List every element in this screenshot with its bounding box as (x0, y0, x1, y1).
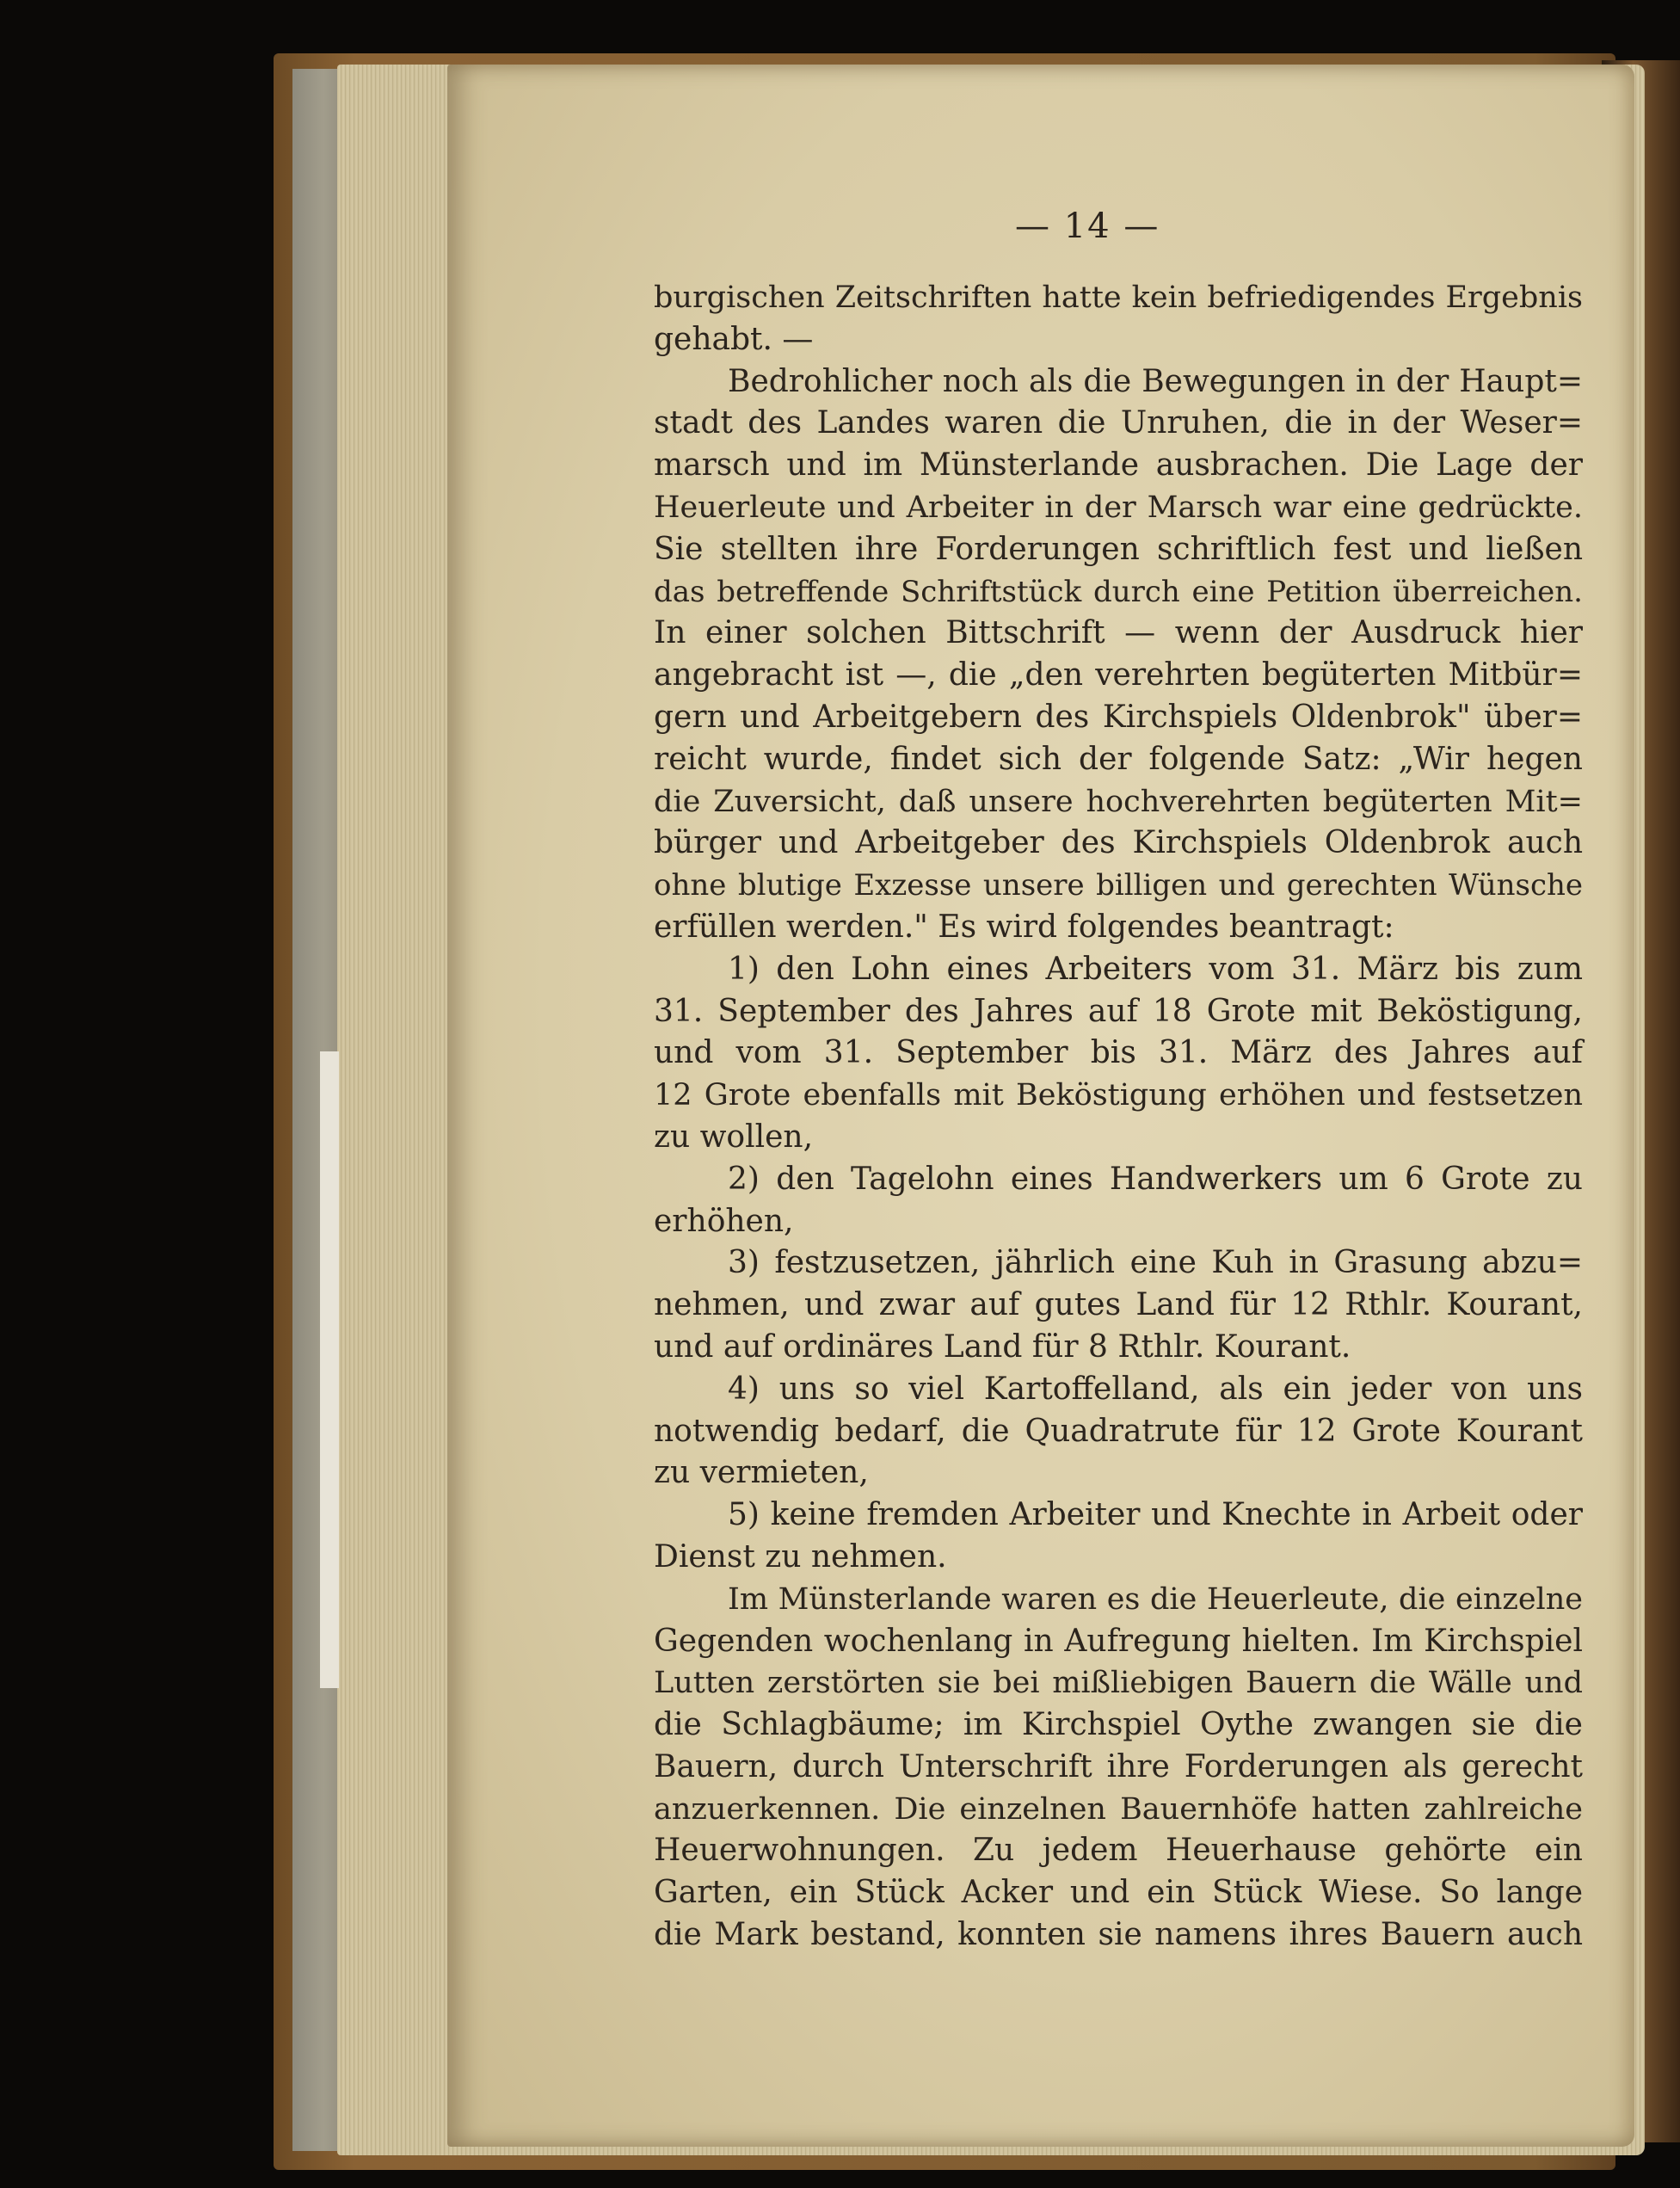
text-line: und vom 31. September bis 31. März des Jahres auf (654, 1035, 1583, 1071)
text-line: gehabt. — (654, 321, 814, 357)
text-line: Heuerwohnungen. Zu jedem Heuerhause gehörte ein (654, 1833, 1583, 1869)
text-line: Gegenden wochenlang in Aufregung hielten. Im Kirchspiel (654, 1623, 1583, 1659)
text-line: 4) uns so viel Kartoffelland, als ein jeder von uns (728, 1371, 1583, 1407)
text-line: Lutten zerstörten sie bei mißliebigen Bauern die Wälle und (654, 1666, 1583, 1701)
page-number: — 14 — (1015, 206, 1160, 246)
text-line: 1) den Lohn eines Arbeiters vom 31. März bis zum (728, 951, 1583, 987)
text-line: erfüllen werden." Es wird folgendes beantragt: (654, 909, 1394, 945)
body-text (654, 277, 1583, 1957)
text-line: Bauern, durch Unterschrift ihre Forderungen als gerecht (654, 1748, 1583, 1784)
text-line: marsch und im Münsterlande ausbrachen. Die Lage der (654, 447, 1583, 484)
text-line: zu wollen, (654, 1119, 814, 1155)
text-line: ohne blutige Exzesse unsere billigen und gerechten Wünsche (654, 868, 1583, 903)
text-line: burgischen Zeitschriften hatte kein befriedigendes Ergebnis (654, 280, 1583, 315)
text-line: 3) festzusetzen, jährlich eine Kuh in Grasung abzu= (728, 1245, 1583, 1281)
text-line: die Mark bestand, konnten sie namens ihres Bauern auch (654, 1917, 1583, 1953)
text-line: Im Münsterlande waren es die Heuerleute, die einzelne (728, 1581, 1583, 1617)
text-line: 12 Grote ebenfalls mit Beköstigung erhöhen und festsetzen (654, 1078, 1583, 1113)
text-line: Dienst zu nehmen. (654, 1538, 947, 1575)
text-line: und auf ordinäres Land für 8 Rthlr. Kourant. (654, 1328, 1351, 1365)
text-line: die Schlagbäume; im Kirchspiel Oythe zwangen sie die (654, 1707, 1583, 1743)
text-line: Sie stellten ihre Forderungen schriftlich fest und ließen (654, 531, 1583, 567)
text-line: die Zuversicht, daß unsere hochverehrten begüterten Mit= (654, 784, 1583, 819)
text-line: zu vermieten, (654, 1455, 869, 1491)
text-line: Bedrohlicher noch als die Bewegungen in der Haupt= (728, 363, 1583, 399)
paper-slip (320, 1051, 339, 1688)
text-line: 5) keine fremden Arbeiter und Knechte in Arbeit oder (728, 1497, 1583, 1533)
text-line: In einer solchen Bittschrift — wenn der Ausdruck hier (654, 615, 1583, 651)
text-line: erhöhen, (654, 1203, 794, 1239)
text-line: reicht wurde, findet sich der folgende Satz: „Wir hegen (654, 741, 1583, 777)
text-line: angebracht ist —, die „den verehrten begüterten Mitbür= (654, 657, 1583, 693)
text-line: notwendig bedarf, die Quadratrute für 12 Grote Kourant (654, 1413, 1583, 1449)
text-line: gern und Arbeitgebern des Kirchspiels Oldenbrok" über= (654, 699, 1583, 735)
text-line: nehmen, und zwar auf gutes Land für 12 Rthlr. Kourant, (654, 1287, 1583, 1323)
text-line: das betreffende Schriftstück durch eine Petition überreichen. (654, 574, 1583, 609)
text-line: 31. September des Jahres auf 18 Grote mit Beköstigung, (654, 993, 1583, 1029)
text-line: stadt des Landes waren die Unruhen, die in der Weser= (654, 405, 1583, 441)
text-line: anzuerkennen. Die einzelnen Bauernhöfe hatten zahlreiche (654, 1791, 1583, 1827)
text-line: Garten, ein Stück Acker und ein Stück Wiese. So lange (654, 1875, 1583, 1911)
text-line: bürger und Arbeitgeber des Kirchspiels Oldenbrok auch (654, 825, 1583, 861)
text-line: Heuerleute und Arbeiter in der Marsch war eine gedrückte. (654, 490, 1583, 525)
text-line: 2) den Tagelohn eines Handwerkers um 6 Grote zu (728, 1161, 1583, 1197)
